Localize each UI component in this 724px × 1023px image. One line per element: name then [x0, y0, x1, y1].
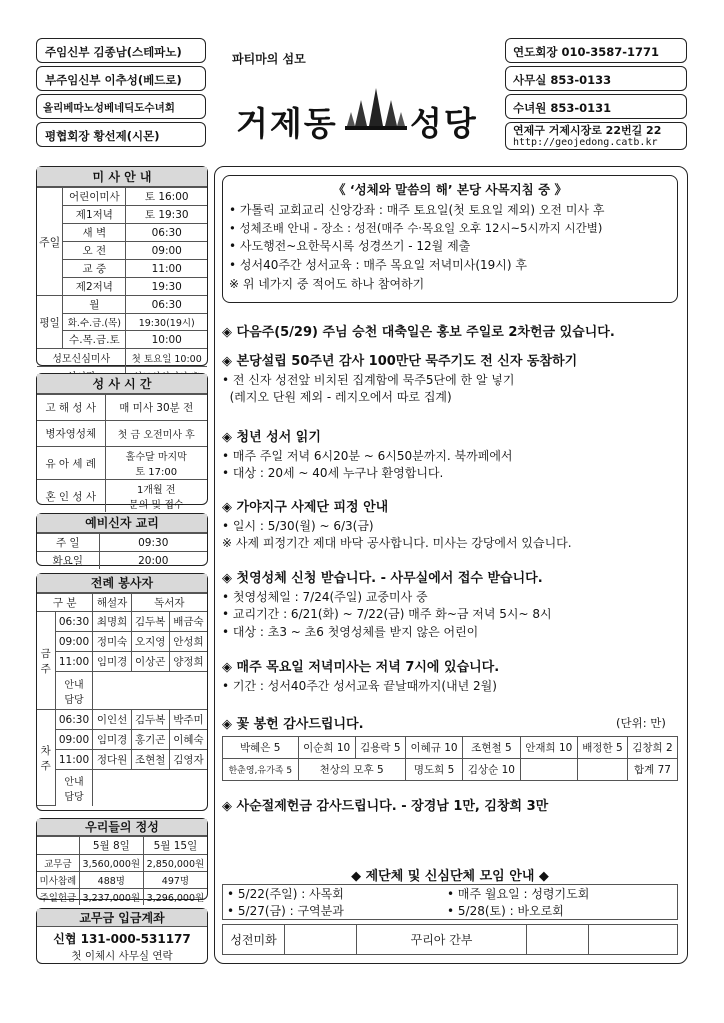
flower-donor: 박혜은 5: [223, 737, 299, 759]
header-left-box: [36, 38, 206, 150]
server-name: 이혜숙: [169, 730, 207, 750]
guideline-item: • 성체조배 안내 - 장소 : 성전(매주 수·목요일 오후 12시~5시까지 시간별): [229, 220, 603, 235]
mass-time: 11:00: [126, 260, 207, 278]
flower-total: 합계 77: [627, 759, 677, 781]
server-name: 이인선: [93, 710, 131, 730]
news-item-rosary: [222, 352, 577, 407]
meeting-item: • 매주 월요일 : 성령기도회: [447, 887, 590, 901]
catechumen-box: [36, 513, 208, 566]
server-name: 김두복: [131, 710, 169, 730]
flowers-title: ◈ 꽃 봉헌 감사드립니다.: [222, 717, 364, 732]
address-row: [505, 122, 687, 150]
sacrament-time: 1개월 전 문의 및 접수: [105, 480, 207, 513]
news-line: • 일시 : 5/30(월) ~ 6/3(금): [222, 518, 374, 533]
meetings-title: ◆ 제단체 및 신심단체 모임 안내 ◆: [351, 869, 549, 884]
mass-name: 오 전: [63, 242, 126, 260]
sacrament-table: [37, 394, 207, 512]
mass-table: [37, 187, 207, 384]
mass-name: 월: [63, 296, 126, 314]
address-text: 연제구 거제시장로 22번길 22: [513, 124, 662, 137]
catechumen-day: 주 일: [37, 534, 99, 552]
flowers-unit: (단위: 만): [616, 716, 666, 730]
news-line: • 매주 주일 저녁 6시20분 ~ 6시50분까지. 북까페에서: [222, 448, 513, 463]
meeting-cell: [589, 925, 678, 955]
account-title: 교무금 입금계좌: [37, 909, 207, 927]
meetings-bottom-table: [222, 924, 678, 955]
meeting-item: • 5/27(금) : 구역분과: [227, 904, 344, 918]
offering-label: 미사참례: [37, 872, 79, 889]
server-time: 09:00: [55, 632, 93, 652]
sacrament-time: 매 미사 30분 전: [105, 395, 207, 421]
flower-donor: 조현철 5: [463, 737, 520, 759]
sacrament-name: 혼 인 성 사: [37, 480, 105, 513]
parish-title-left: 거제동: [236, 104, 338, 143]
meeting-item: • 5/22(주일) : 사목회: [227, 887, 344, 901]
server-name: 조현철: [131, 750, 169, 770]
news-title: ◈ 다음주(5/29) 주님 승천 대축일은 홍보 주일로 2차헌금 있습니다.: [222, 325, 615, 340]
website-link[interactable]: http://geojedong.catb.kr: [513, 137, 658, 149]
servers-box: [36, 573, 208, 811]
server-name: 이상곤: [131, 652, 169, 672]
server-time: 09:00: [55, 730, 93, 750]
offering-value: 3,296,000원: [143, 889, 207, 906]
flower-donor: 이순희 10: [298, 737, 355, 759]
server-name: 정다원: [93, 750, 131, 770]
news-line: ※ 사제 피정기간 제대 바닥 공사합니다. 미사는 강당에서 있습니다.: [222, 536, 572, 551]
sunday-label: 주일: [37, 188, 63, 296]
account-note: 첫 이체시 사무실 연락: [71, 950, 173, 962]
guideline-item: • 사도행전~요한묵시록 성경쓰기 - 12월 제출: [229, 239, 471, 254]
mass-name: 수.목.금.토: [63, 331, 126, 349]
mass-name: 새 벽: [63, 224, 126, 242]
news-line: (레지오 단원 제외 - 레지오에서 따로 집계): [222, 390, 452, 405]
mass-time: 10:00: [126, 331, 207, 349]
account-box: [36, 908, 208, 964]
news-line: • 기간 : 성서40주간 성서교육 끝날때까지(내년 2월): [222, 678, 497, 693]
offering-title: 우리들의 정성: [37, 819, 207, 836]
news-item-first-communion: [222, 569, 552, 641]
server-name: 최명희: [93, 612, 131, 632]
offering-label: 교무금: [37, 855, 79, 872]
offering-value: 2,850,000원: [143, 855, 207, 872]
catechumen-title: 예비신자 교리: [37, 514, 207, 533]
sacrament-box: [36, 373, 208, 511]
news-line: • 교리기간 : 6/21(화) ~ 7/22(금) 매주 화~금 저녁 5시~ 8시: [222, 607, 552, 622]
mass-time: 09:00: [126, 242, 207, 260]
guidelines-title: 《 ‘성체와 말씀의 해’ 본당 사목지침 중 》: [332, 182, 567, 197]
server-time: 11:00: [55, 652, 93, 672]
news-line: • 첫영성체일 : 7/24(주일) 교중미사 중: [222, 589, 428, 604]
council-president-row: 평협회장 황선제(시몬): [36, 122, 206, 147]
flower-donor: 천상의 모후 5: [298, 759, 405, 781]
mass-time: 19:30: [126, 278, 207, 296]
church-logo-icon: [345, 86, 407, 134]
catechumen-table: [37, 533, 207, 569]
sacrament-time: 홀수달 마지막 토 17:00: [105, 447, 207, 480]
mass-time: 토 16:00: [126, 188, 207, 206]
server-name: 양정희: [169, 652, 207, 672]
server-name: 오지영: [131, 632, 169, 652]
news-title: ◈ 매주 목요일 저녁미사는 저녁 7시에 있습니다.: [222, 660, 500, 675]
server-name: 안성희: [169, 632, 207, 652]
sacrament-time: 첫 금 오전미사 후: [105, 421, 207, 447]
mass-name: 성모신심미사: [37, 349, 126, 367]
offering-box: [36, 818, 208, 904]
mass-name: 제2저녁: [63, 278, 126, 296]
server-name: 홍기곤: [131, 730, 169, 750]
offering-table: [37, 836, 207, 905]
sacrament-title: 성 사 시 간: [37, 374, 207, 394]
news-title: ◈ 청년 성서 읽기: [222, 430, 321, 445]
flower-donor: 한춘영,유가족 5: [223, 759, 299, 781]
assistant-pastor-row: 부주임신부 이추성(베드로): [36, 66, 206, 91]
servers-table: [37, 593, 207, 806]
parish-title-right: 성당: [410, 104, 478, 143]
server-time: 06:30: [55, 710, 93, 730]
contact-phone-row: 연도회장 010-3587-1771: [505, 38, 687, 63]
weekday-label: 평일: [37, 296, 63, 349]
servers-header: 해설자: [93, 594, 131, 612]
news-title: ◈ 첫영성체 신청 받습니다. - 사무실에서 접수 받습니다.: [222, 571, 543, 586]
sacrament-name: 유 아 세 례: [37, 447, 105, 480]
sacrament-name: 병자영성체: [37, 421, 105, 447]
mass-time: 토 19:30: [126, 206, 207, 224]
servers-title: 전례 봉사자: [37, 574, 207, 593]
guideline-item: • 가톨릭 교회교리 신앙강좌 : 매주 토요일(첫 토요일 제외) 오전 미사 후: [229, 203, 605, 217]
mass-name: 화.수.금.(목): [63, 314, 126, 331]
parish-subtitle: 파티마의 섬모: [232, 52, 306, 66]
convent-phone-row: 수녀원 853-0131: [505, 94, 687, 119]
mass-time: 첫 토요일 10:00: [126, 349, 207, 367]
servers-header: 독서자: [131, 594, 207, 612]
flowers-table: [222, 736, 678, 781]
flower-donor: 김상순 10: [463, 759, 520, 781]
meetings-box: [222, 884, 678, 920]
server-time: 06:30: [55, 612, 93, 632]
mass-schedule-title: 미 사 안 내: [37, 167, 207, 187]
server-name: 박주미: [169, 710, 207, 730]
mass-time: 19:30(19시): [126, 314, 207, 331]
meeting-cell: [527, 925, 589, 955]
offering-header: [37, 837, 79, 855]
flower-donor: [520, 759, 577, 781]
pastor-row: 주임신부 김종남(스테파노): [36, 38, 206, 63]
flower-donor: 김창희 2: [627, 737, 677, 759]
flower-donor: [577, 759, 627, 781]
pastoral-guidelines-box: [222, 175, 678, 303]
news-item-youth-bible: [222, 428, 513, 483]
news-line: • 대상 : 초3 ~ 초6 첫영성체를 받지 않은 어린이: [222, 624, 479, 639]
mass-time: 06:30: [126, 296, 207, 314]
server-name: 임미경: [93, 652, 131, 672]
lent-offering-thanks: ◈ 사순절제헌금 감사드립니다. - 장경남 1만, 김창희 3만: [222, 799, 549, 814]
week2-label: 차주: [37, 710, 55, 806]
offering-value: 488명: [79, 872, 143, 889]
sisters-row: 올리베따노성베네딕도수녀회: [36, 94, 206, 119]
sacrament-name: 고 해 성 사: [37, 395, 105, 421]
news-item-retreat: [222, 498, 572, 553]
header-right-box: [505, 38, 687, 150]
flower-donor: 김용락 5: [355, 737, 405, 759]
office-phone-row: 사무실 853-0133: [505, 66, 687, 91]
guide-label: 안내 담당: [55, 770, 93, 806]
guide-label: 안내 담당: [55, 672, 93, 710]
meeting-cell: [285, 925, 357, 955]
server-name: 김두복: [131, 612, 169, 632]
catechumen-day: 화요일: [37, 552, 99, 570]
meeting-cell: 성전미화: [223, 925, 285, 955]
mass-time: 06:30: [126, 224, 207, 242]
flower-donor: 배정한 5: [577, 737, 627, 759]
catechumen-time: 09:30: [99, 534, 207, 552]
news-title: ◈ 가야지구 사제단 피정 안내: [222, 500, 389, 515]
server-time: 11:00: [55, 750, 93, 770]
offering-label: 주일헌금: [37, 889, 79, 906]
news-title: ◈ 본당설립 50주년 감사 100만단 묵주기도 전 신자 동참하기: [222, 354, 578, 369]
flower-donor: 명도희 5: [405, 759, 462, 781]
guideline-note: ※ 위 네가지 중 적어도 하나 참여하기: [229, 276, 425, 291]
account-number: 신협 131-000-531177: [53, 932, 191, 946]
offering-value: 3,560,000원: [79, 855, 143, 872]
news-item-ascension: [222, 323, 615, 343]
server-name: 김영자: [169, 750, 207, 770]
meeting-cell: 꾸리아 간부: [357, 925, 527, 955]
mass-name: 제1저녁: [63, 206, 126, 224]
offering-value: 497명: [143, 872, 207, 889]
offering-value: 3,237,000원: [79, 889, 143, 906]
news-line: • 대상 : 20세 ~ 40세 누구나 환영합니다.: [222, 466, 444, 481]
server-name: 배금숙: [169, 612, 207, 632]
week1-label: 금주: [37, 612, 55, 710]
catechumen-time: 20:00: [99, 552, 207, 570]
news-item-thursday-mass: [222, 658, 499, 695]
mass-schedule-box: [36, 166, 208, 366]
flower-donor: 이혜규 10: [405, 737, 462, 759]
mass-name: 어린이미사: [63, 188, 126, 206]
offering-header: 5월 8일: [79, 837, 143, 855]
meeting-item: • 5/28(토) : 바오로회: [447, 904, 564, 918]
servers-header: 구 분: [37, 594, 93, 612]
mass-name: 교 중: [63, 260, 126, 278]
server-name: 임미경: [93, 730, 131, 750]
server-name: 정미숙: [93, 632, 131, 652]
flower-donor: 안재희 10: [520, 737, 577, 759]
news-line: • 전 신자 성전앞 비치된 집계함에 묵주5단에 한 알 넣기: [222, 372, 515, 387]
offering-header: 5월 15일: [143, 837, 207, 855]
guideline-item: • 성서40주간 성서교육 : 매주 목요일 저녁미사(19시) 후: [229, 258, 527, 272]
